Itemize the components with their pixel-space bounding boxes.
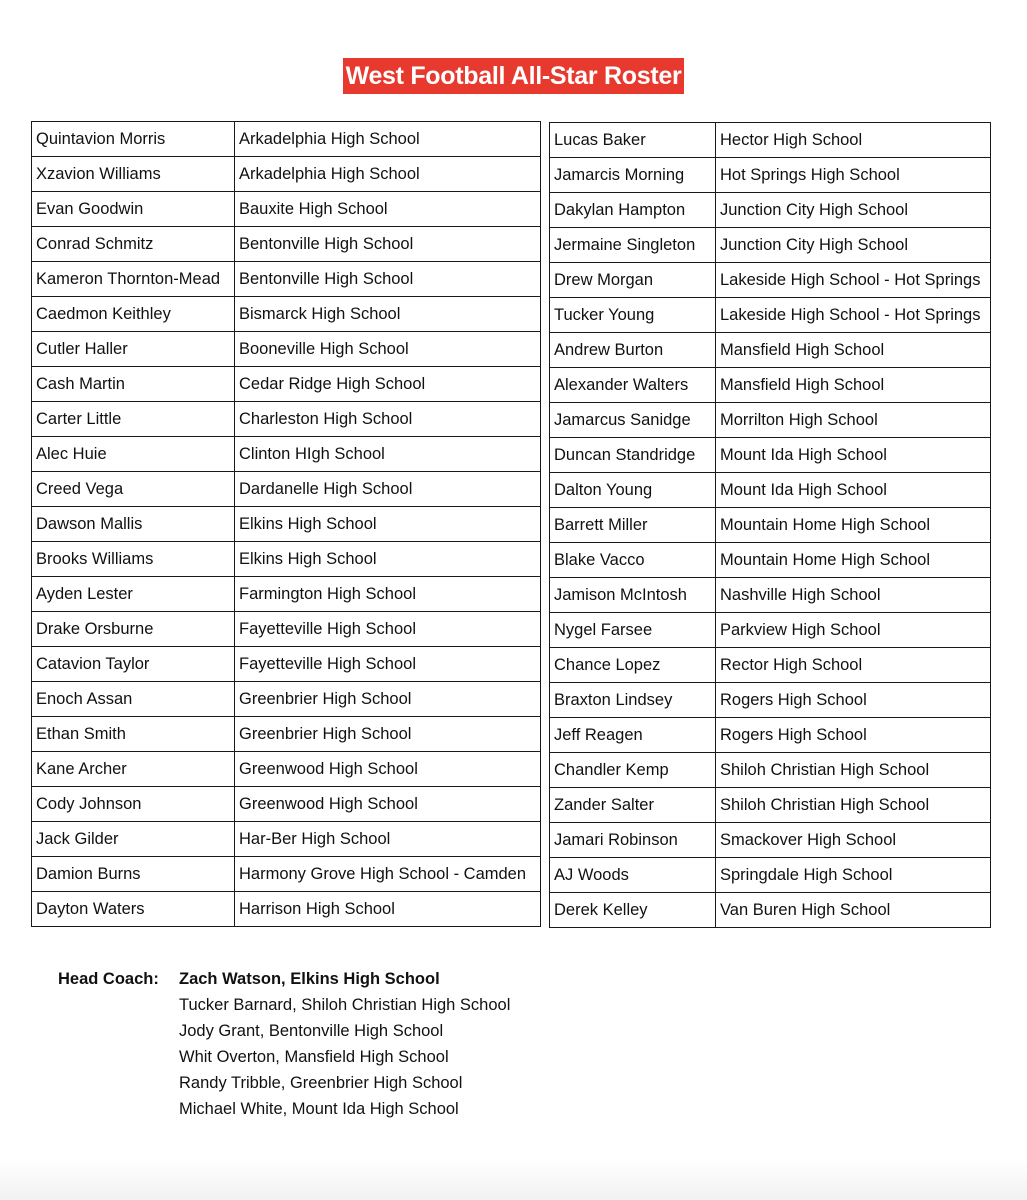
assistant-coach: Whit Overton, Mansfield High School (179, 1048, 449, 1066)
school-cell: Greenbrier High School (235, 682, 541, 717)
player-name-cell: Jamarcis Morning (550, 158, 716, 193)
table-row (550, 718, 991, 753)
player-name-cell: Alexander Walters (550, 368, 716, 403)
table-row (32, 612, 541, 647)
player-name-cell: Jack Gilder (32, 822, 235, 857)
school-cell: Greenwood High School (235, 752, 541, 787)
table-row (550, 613, 991, 648)
school-cell: Cedar Ridge High School (235, 367, 541, 402)
head-coach-label: Head Coach: (58, 970, 159, 988)
school-cell: Smackover High School (716, 823, 991, 858)
table-row (550, 823, 991, 858)
school-cell: Mountain Home High School (716, 508, 991, 543)
player-name-cell: Xzavion Williams (32, 157, 235, 192)
table-row (550, 473, 991, 508)
school-cell: Har-Ber High School (235, 822, 541, 857)
school-cell: Junction City High School (716, 228, 991, 263)
table-row (550, 858, 991, 893)
table-row (550, 753, 991, 788)
school-cell: Arkadelphia High School (235, 122, 541, 157)
player-name-cell: Carter Little (32, 402, 235, 437)
table-row (32, 437, 541, 472)
player-name-cell: Jermaine Singleton (550, 228, 716, 263)
table-row (550, 298, 991, 333)
player-name-cell: Drake Orsburne (32, 612, 235, 647)
player-name-cell: Conrad Schmitz (32, 227, 235, 262)
table-row (32, 122, 541, 157)
table-row (32, 227, 541, 262)
player-name-cell: Kane Archer (32, 752, 235, 787)
table-row (32, 682, 541, 717)
table-row (32, 507, 541, 542)
school-cell: Hot Springs High School (716, 158, 991, 193)
table-row (550, 648, 991, 683)
player-name-cell: Quintavion Morris (32, 122, 235, 157)
player-name-cell: Cody Johnson (32, 787, 235, 822)
player-name-cell: Dawson Mallis (32, 507, 235, 542)
player-name-cell: Braxton Lindsey (550, 683, 716, 718)
school-cell: Bentonville High School (235, 227, 541, 262)
school-cell: Rogers High School (716, 683, 991, 718)
table-row (32, 332, 541, 367)
school-cell: Bismarck High School (235, 297, 541, 332)
table-row (550, 508, 991, 543)
school-cell: Lakeside High School - Hot Springs (716, 298, 991, 333)
school-cell: Harrison High School (235, 892, 541, 927)
player-name-cell: Tucker Young (550, 298, 716, 333)
school-cell: Charleston High School (235, 402, 541, 437)
player-name-cell: Drew Morgan (550, 263, 716, 298)
table-row (32, 402, 541, 437)
player-name-cell: Ayden Lester (32, 577, 235, 612)
table-row (32, 822, 541, 857)
table-row (32, 892, 541, 927)
table-row (550, 368, 991, 403)
assistant-coach: Michael White, Mount Ida High School (179, 1100, 459, 1118)
player-name-cell: Barrett Miller (550, 508, 716, 543)
player-name-cell: Jamari Robinson (550, 823, 716, 858)
table-row (550, 893, 991, 928)
player-name-cell: Kameron Thornton-Mead (32, 262, 235, 297)
player-name-cell: Zander Salter (550, 788, 716, 823)
table-row (32, 542, 541, 577)
player-name-cell: Derek Kelley (550, 893, 716, 928)
page-title: West Football All-Star Roster (343, 58, 685, 94)
school-cell: Morrilton High School (716, 403, 991, 438)
table-row (32, 787, 541, 822)
table-row (550, 193, 991, 228)
player-name-cell: Lucas Baker (550, 123, 716, 158)
assistant-coach: Tucker Barnard, Shiloh Christian High School (179, 996, 511, 1014)
table-row (550, 578, 991, 613)
school-cell: Parkview High School (716, 613, 991, 648)
player-name-cell: Catavion Taylor (32, 647, 235, 682)
school-cell: Springdale High School (716, 858, 991, 893)
player-name-cell: Dayton Waters (32, 892, 235, 927)
table-row (550, 683, 991, 718)
school-cell: Shiloh Christian High School (716, 753, 991, 788)
school-cell: Bentonville High School (235, 262, 541, 297)
school-cell: Bauxite High School (235, 192, 541, 227)
school-cell: Mansfield High School (716, 333, 991, 368)
school-cell: Van Buren High School (716, 893, 991, 928)
school-cell: Greenbrier High School (235, 717, 541, 752)
player-name-cell: Jamison McIntosh (550, 578, 716, 613)
table-row (550, 123, 991, 158)
table-row (32, 647, 541, 682)
player-name-cell: Dakylan Hampton (550, 193, 716, 228)
player-name-cell: Alec Huie (32, 437, 235, 472)
table-row (550, 438, 991, 473)
table-row (32, 472, 541, 507)
school-cell: Booneville High School (235, 332, 541, 367)
player-name-cell: Blake Vacco (550, 543, 716, 578)
school-cell: Fayetteville High School (235, 647, 541, 682)
assistant-coach: Randy Tribble, Greenbrier High School (179, 1074, 463, 1092)
school-cell: Rector High School (716, 648, 991, 683)
player-name-cell: Nygel Farsee (550, 613, 716, 648)
assistant-coach: Jody Grant, Bentonville High School (179, 1022, 444, 1040)
school-cell: Greenwood High School (235, 787, 541, 822)
player-name-cell: Cash Martin (32, 367, 235, 402)
school-cell: Lakeside High School - Hot Springs (716, 263, 991, 298)
player-name-cell: Duncan Standridge (550, 438, 716, 473)
player-name-cell: Ethan Smith (32, 717, 235, 752)
table-row (32, 577, 541, 612)
roster-table-left (31, 121, 541, 927)
school-cell: Fayetteville High School (235, 612, 541, 647)
school-cell: Arkadelphia High School (235, 157, 541, 192)
player-name-cell: Chandler Kemp (550, 753, 716, 788)
player-name-cell: Creed Vega (32, 472, 235, 507)
table-row (32, 192, 541, 227)
player-name-cell: AJ Woods (550, 858, 716, 893)
table-row (32, 752, 541, 787)
player-name-cell: Cutler Haller (32, 332, 235, 367)
table-row (550, 263, 991, 298)
player-name-cell: Brooks Williams (32, 542, 235, 577)
table-row (32, 157, 541, 192)
school-cell: Hector High School (716, 123, 991, 158)
school-cell: Elkins High School (235, 542, 541, 577)
player-name-cell: Damion Burns (32, 857, 235, 892)
table-row (550, 403, 991, 438)
school-cell: Mountain Home High School (716, 543, 991, 578)
page-bottom-shade (0, 1160, 1027, 1200)
player-name-cell: Enoch Assan (32, 682, 235, 717)
title-wrap (0, 58, 1027, 94)
school-cell: Rogers High School (716, 718, 991, 753)
school-cell: Junction City High School (716, 193, 991, 228)
player-name-cell: Jeff Reagen (550, 718, 716, 753)
table-row (550, 228, 991, 263)
table-row (32, 297, 541, 332)
school-cell: Elkins High School (235, 507, 541, 542)
player-name-cell: Evan Goodwin (32, 192, 235, 227)
school-cell: Clinton HIgh School (235, 437, 541, 472)
school-cell: Harmony Grove High School - Camden (235, 857, 541, 892)
school-cell: Shiloh Christian High School (716, 788, 991, 823)
school-cell: Dardanelle High School (235, 472, 541, 507)
table-row (550, 543, 991, 578)
player-name-cell: Jamarcus Sanidge (550, 403, 716, 438)
table-row (550, 333, 991, 368)
table-row (32, 367, 541, 402)
table-row (32, 857, 541, 892)
table-row (32, 262, 541, 297)
player-name-cell: Chance Lopez (550, 648, 716, 683)
table-row (550, 788, 991, 823)
player-name-cell: Dalton Young (550, 473, 716, 508)
table-row (32, 717, 541, 752)
school-cell: Mount Ida High School (716, 438, 991, 473)
school-cell: Mount Ida High School (716, 473, 991, 508)
school-cell: Mansfield High School (716, 368, 991, 403)
school-cell: Nashville High School (716, 578, 991, 613)
school-cell: Farmington High School (235, 577, 541, 612)
table-row (550, 158, 991, 193)
player-name-cell: Caedmon Keithley (32, 297, 235, 332)
roster-table-right (549, 122, 991, 928)
head-coach: Zach Watson, Elkins High School (179, 970, 440, 988)
player-name-cell: Andrew Burton (550, 333, 716, 368)
coach-list (179, 966, 510, 1122)
